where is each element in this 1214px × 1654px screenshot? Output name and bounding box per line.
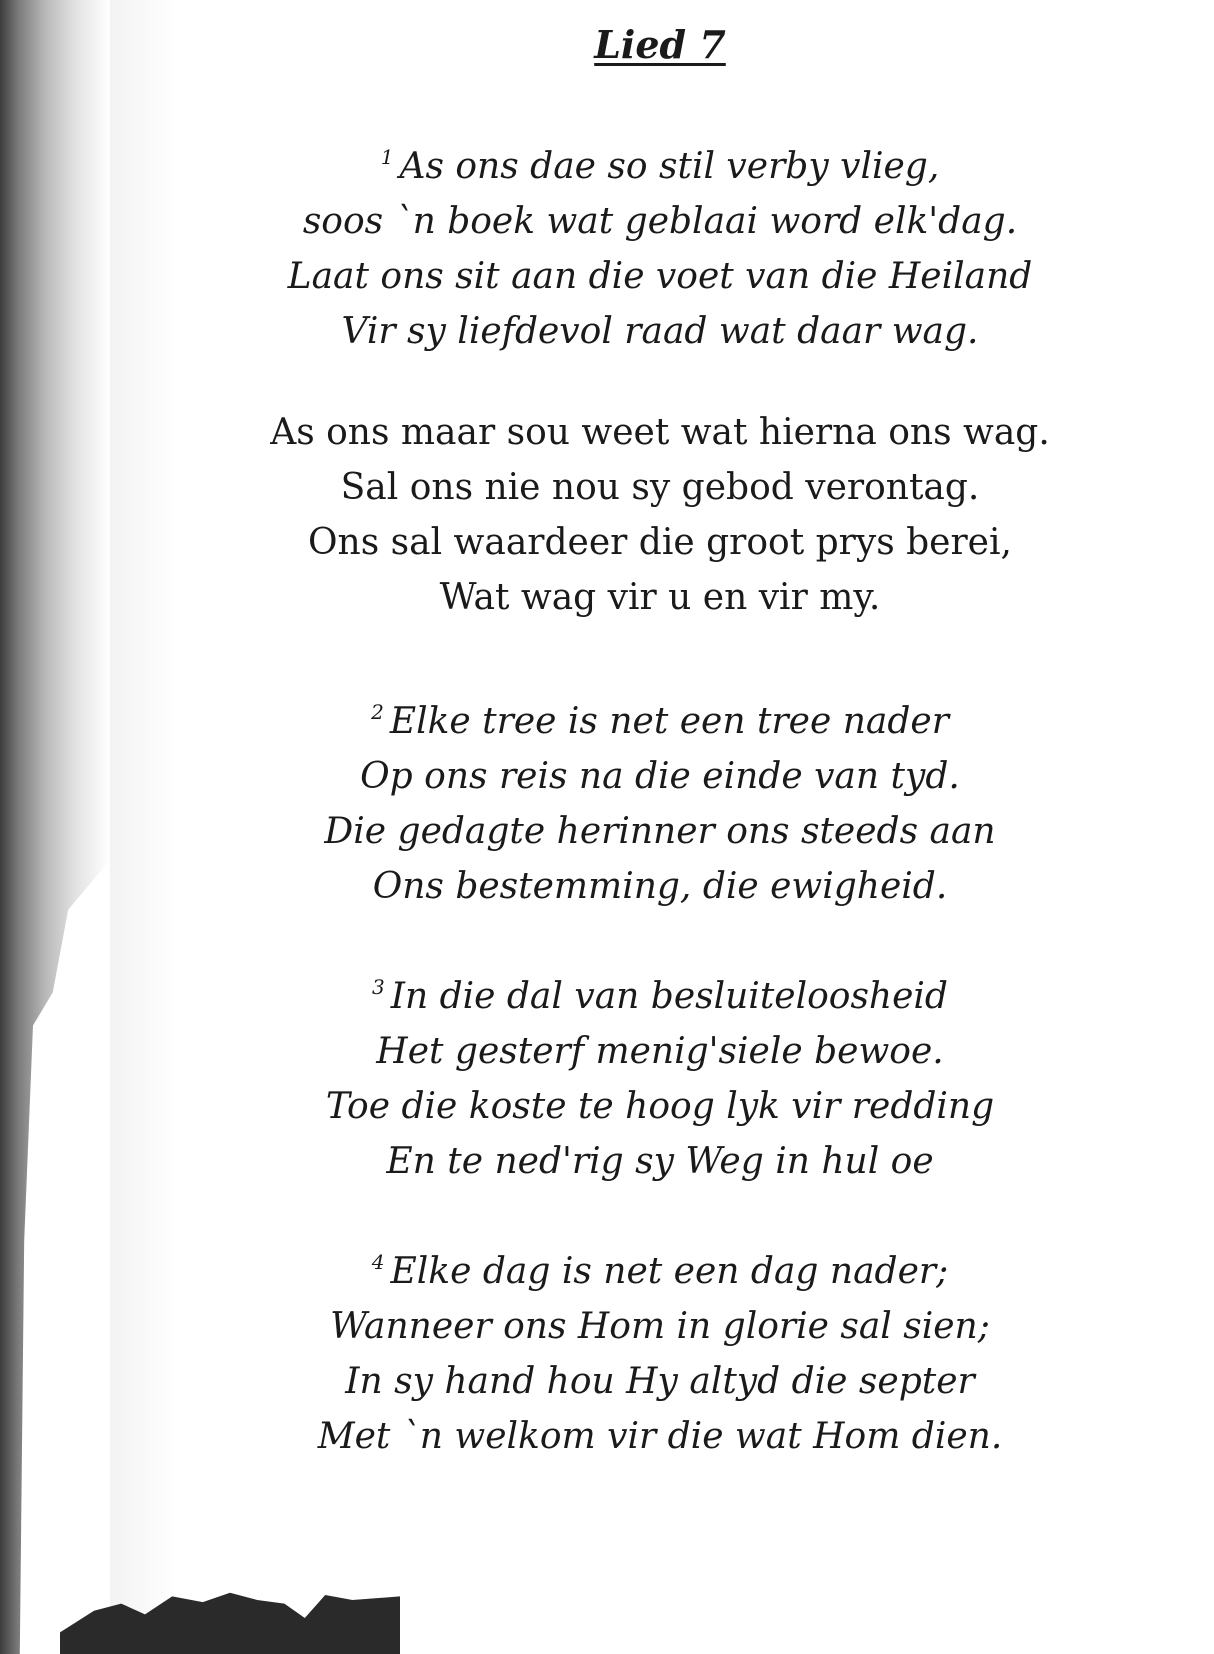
stanza-line: soos `n boek wat geblaai word elk'dag. (302, 201, 1018, 242)
stanza-1 (180, 130, 1140, 359)
verse-number: 2 (371, 700, 384, 724)
stanza-line: Vir sy liefdevol raad wat daar wag. (341, 311, 979, 352)
scan-shadow-gradient (110, 0, 180, 1654)
refrain (180, 405, 1140, 625)
stanza-3 (180, 960, 1140, 1189)
verse-number: 4 (371, 1250, 385, 1274)
stanza-2 (180, 685, 1140, 914)
stanza-line: Op ons reis na die einde van tyd. (360, 756, 960, 797)
stanza-line: $^2$ Elke tree is net een tree nader (371, 700, 949, 742)
stanza-line: Wanneer ons Hom in glorie sal sien; (330, 1306, 990, 1347)
stanza-line: $^1$ As ons dae so stil verby vlieg, (380, 145, 940, 187)
stanza-line: Toe die koste te hoog lyk vir redding (325, 1086, 995, 1127)
stanza-line: Ons sal waardeer die groot prys berei, (308, 522, 1012, 563)
stanza-line: Sal ons nie nou sy gebod verontag. (340, 467, 980, 508)
stanza-line: Het gesterf menig'siele bewoe. (376, 1031, 944, 1072)
stanza-line: Wat wag vir u en vir my. (439, 577, 881, 618)
page-title: Lied 7 (594, 22, 726, 67)
verse-number: 1 (380, 145, 394, 169)
stanza-line: Ons bestemming, die ewigheid. (372, 866, 948, 907)
stanza-line: In sy hand hou Hy altyd die septer (345, 1361, 975, 1402)
stanza-line: Laat ons sit aan die voet van die Heiland (287, 256, 1033, 297)
stanza-line: $^3$ In die dal van besluiteloosheid (372, 975, 948, 1017)
stanza-line: $^4$ Elke dag is net een dag nader; (371, 1250, 949, 1292)
stanza-line: Met `n welkom vir die wat Hom dien. (317, 1416, 1003, 1457)
stanza-line: En te ned'rig sy Weg in hul oe (386, 1141, 934, 1182)
scan-shadow-left (0, 0, 110, 1654)
verse-number: 3 (372, 975, 385, 999)
stanza-line: Die gedagte herinner ons steeds aan (324, 811, 996, 852)
stanza-line: As ons maar sou weet wat hierna ons wag. (270, 412, 1050, 453)
stanza-4 (180, 1235, 1140, 1464)
